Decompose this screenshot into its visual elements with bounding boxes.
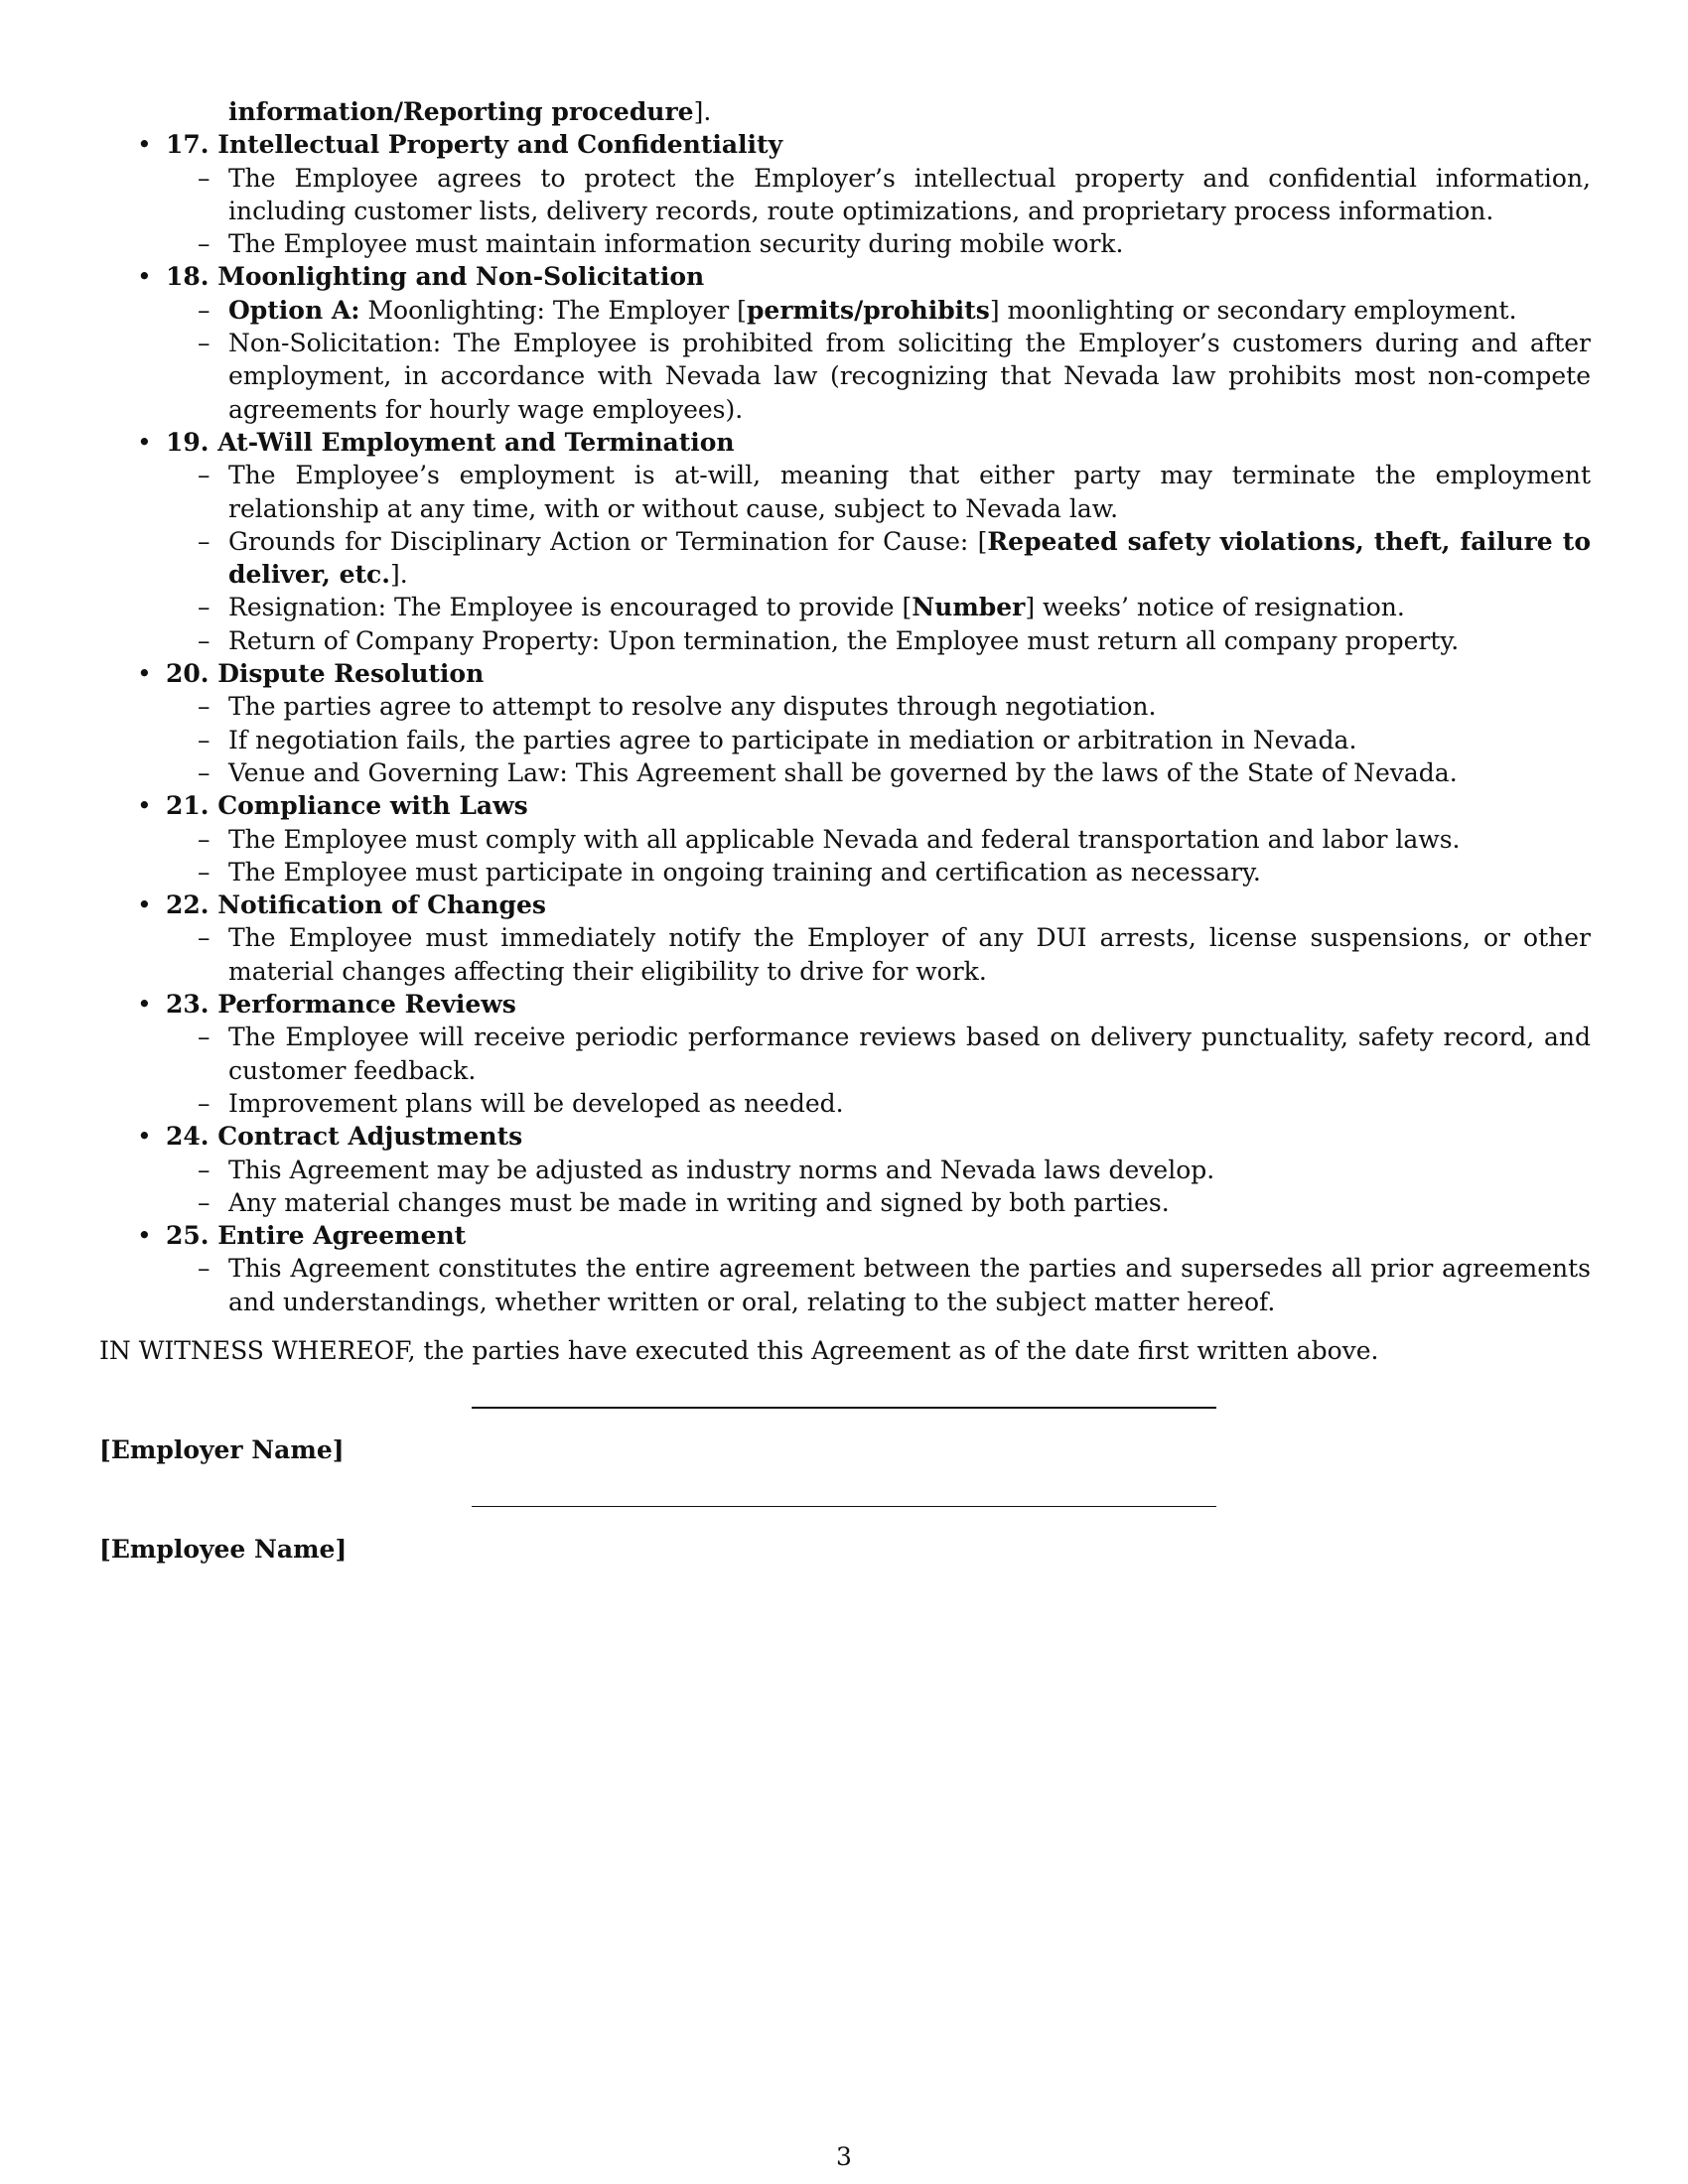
employer-name: Employer Name bbox=[110, 1435, 333, 1464]
clause-list bbox=[166, 294, 1591, 426]
clause-list bbox=[166, 459, 1591, 657]
clause-item: – The Employee will receive periodic performance reviews based on delivery punctuality, safety record, and customer feedback. bbox=[166, 1021, 1591, 1087]
section-list bbox=[99, 128, 1591, 1318]
clause-item: – This Agreement may be adjusted as industry norms and Nevada laws develop. bbox=[166, 1154, 1591, 1186]
clause-item: – Improvement plans will be developed as needed. bbox=[166, 1087, 1591, 1120]
document-body bbox=[99, 95, 1591, 1367]
section-title: • 24. Contract Adjustments bbox=[166, 1122, 523, 1152]
section-title: • 17. Intellectual Property and Confidentiality bbox=[166, 130, 783, 160]
bracket-close: ] bbox=[332, 1435, 345, 1464]
witness-statement: IN WITNESS WHEREOF, the parties have executed this Agreement as of the date first written above. bbox=[99, 1335, 1379, 1365]
clause-item: – Return of Company Property: Upon termination, the Employee must return all company property. bbox=[166, 624, 1591, 657]
clause-text: ] moonlighting or secondary employment. bbox=[989, 295, 1517, 325]
section-17 bbox=[99, 128, 1591, 260]
clause-item: – Any material changes must be made in writing and signed by both parties. bbox=[166, 1186, 1591, 1219]
placeholder-text: Number bbox=[912, 593, 1026, 622]
clause-item: – The Employee must comply with all applicable Nevada and federal transportation and labor laws. bbox=[166, 823, 1591, 856]
option-label: Option A: bbox=[228, 295, 360, 325]
section-24 bbox=[99, 1120, 1591, 1219]
section-title: • 21. Compliance with Laws bbox=[166, 791, 528, 821]
section-21 bbox=[99, 789, 1591, 888]
clause-item: – The Employee must participate in ongoing training and certification as necessary. bbox=[166, 856, 1591, 888]
bracket-close: ] bbox=[335, 1535, 348, 1564]
section-title: • 22. Notification of Changes bbox=[166, 890, 547, 920]
clause-item: – Venue and Governing Law: This Agreement shall be governed by the laws of the State of Nevada. bbox=[166, 756, 1591, 789]
bracket-open: [ bbox=[99, 1535, 111, 1564]
page-number: 3 bbox=[836, 2142, 852, 2171]
clause-list bbox=[166, 162, 1591, 261]
employee-name: Employee Name bbox=[110, 1535, 336, 1564]
employer-name-label bbox=[99, 1433, 345, 1466]
clause-item: – The Employee must immediately notify the Employer of any DUI arrests, license suspensions, or other material changes affecting their eligibility to drive for work. bbox=[166, 921, 1591, 988]
continued-bold: information/Reporting procedure bbox=[228, 97, 694, 126]
clause-text: ]. bbox=[389, 560, 408, 590]
section-title: • 18. Moonlighting and Non-Solicitation bbox=[166, 262, 705, 292]
clause-item bbox=[166, 591, 1591, 623]
clause-text: Resignation: The Employee is encouraged to provide [ bbox=[228, 593, 913, 622]
section-20 bbox=[99, 657, 1591, 789]
employee-signature-line bbox=[472, 1506, 1216, 1507]
clause-item: – The parties agree to attempt to resolve any disputes through negotiation. bbox=[166, 690, 1591, 723]
placeholder-text: Repeated safety violations, theft, failure to deliver, etc. bbox=[228, 526, 1591, 590]
section-25 bbox=[99, 1219, 1591, 1318]
clause-item: – The Employee’s employment is at-will, meaning that either party may terminate the employment relationship at any time, with or without cause, subject to Nevada law. bbox=[166, 459, 1591, 525]
section-title: • 20. Dispute Resolution bbox=[166, 659, 485, 689]
clause-item: – This Agreement constitutes the entire agreement between the parties and supersedes all prior agreements and understandings, whether written or oral, relating to the subject matter hereof. bbox=[166, 1252, 1591, 1318]
section-title: • 23. Performance Reviews bbox=[166, 990, 516, 1020]
bracket-open: [ bbox=[99, 1435, 111, 1464]
clause-item bbox=[166, 525, 1591, 592]
clause-item: – If negotiation fails, the parties agree to participate in mediation or arbitration in Nevada. bbox=[166, 724, 1591, 756]
clause-text: Grounds for Disciplinary Action or Termination for Cause: [ bbox=[228, 526, 988, 556]
placeholder-text: permits/prohibits bbox=[746, 295, 990, 325]
clause-text: ] weeks’ notice of resignation. bbox=[1025, 593, 1405, 622]
clause-list bbox=[166, 1021, 1591, 1120]
continued-tail: ]. bbox=[693, 97, 712, 126]
employer-signature-line bbox=[472, 1407, 1216, 1409]
clause-text: Moonlighting: The Employer [ bbox=[359, 295, 747, 325]
clause-list bbox=[166, 690, 1591, 789]
section-title: • 25. Entire Agreement bbox=[166, 1221, 467, 1251]
section-23 bbox=[99, 988, 1591, 1120]
clause-item: – Non-Solicitation: The Employee is prohibited from soliciting the Employer’s customers during and after employment, in accordance with Nevada law (recognizing that Nevada law prohibits most non-compete agreements for hourly wage employees). bbox=[166, 327, 1591, 426]
clause-item: – The Employee must maintain information security during mobile work. bbox=[166, 227, 1591, 260]
clause-list bbox=[166, 1252, 1591, 1318]
clause-list bbox=[166, 921, 1591, 988]
section-22 bbox=[99, 888, 1591, 988]
employee-name-label bbox=[99, 1533, 347, 1566]
continued-line bbox=[99, 95, 1591, 128]
clause-list bbox=[166, 823, 1591, 889]
section-18 bbox=[99, 260, 1591, 425]
clause-list bbox=[166, 1154, 1591, 1220]
clause-item: – The Employee agrees to protect the Employer’s intellectual property and confidential information, including customer lists, delivery records, route optimizations, and proprietary process information. bbox=[166, 162, 1591, 228]
section-19 bbox=[99, 426, 1591, 657]
clause-item bbox=[166, 294, 1591, 327]
section-title: • 19. At-Will Employment and Termination bbox=[166, 427, 735, 457]
